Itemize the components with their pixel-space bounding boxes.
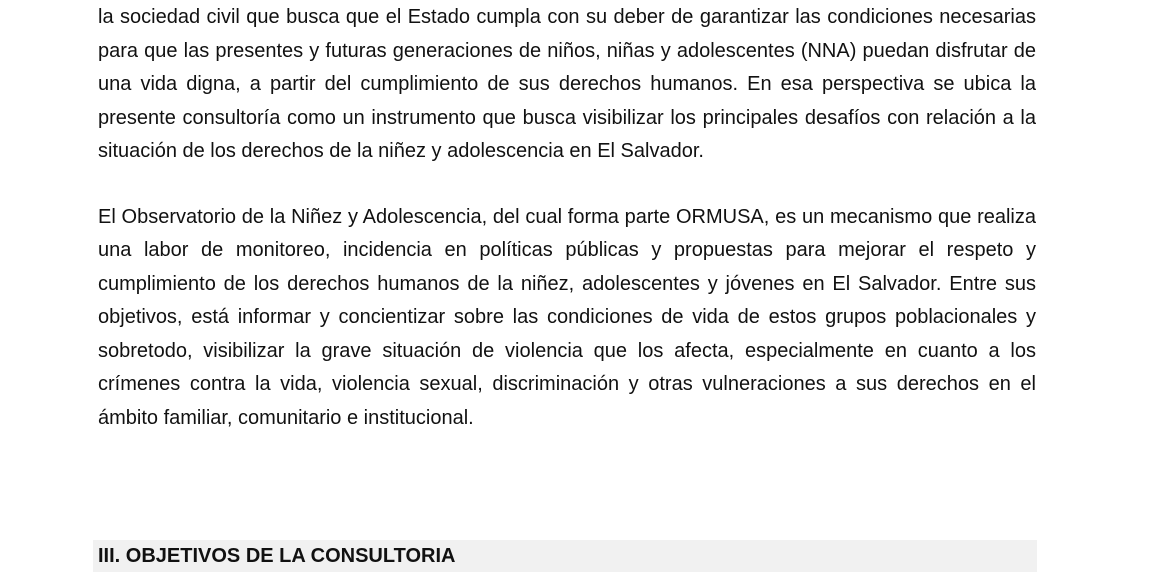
section-heading-box (93, 540, 1037, 572)
paragraph-observatorio: El Observatorio de la Niñez y Adolescencia, del cual forma parte ORMUSA, es un mecanismo que realiza una labor de monitoreo, incidencia en políticas públicas y propuestas para mejorar el respeto y cumplimiento de los derechos humanos de la niñez, adolescentes y jóvenes en El Salvador. Entre sus objetivos, está informar y concientizar sobre las condiciones de vida de estos grupos poblacionales y sobretodo, visibilizar la grave situación de violencia que los afecta, especialmente en cuanto a los crímenes contra la vida, violencia sexual, discriminación y otras vulneraciones a sus derechos en el ámbito familiar, comunitario e institucional. (98, 205, 1036, 429)
document-body (98, 1, 1036, 435)
section-heading: III. OBJETIVOS DE LA CONSULTORIA (98, 545, 456, 567)
paragraph-civil-society: la sociedad civil que busca que el Estado cumpla con su deber de garantizar las condiciones necesarias para que las presentes y futuras generaciones de niños, niñas y adolescentes (NNA) puedan disfrutar de una vida digna, a partir del cumplimiento de sus derechos humanos. En esa perspectiva se ubica la presente consultoría como un instrumento que busca visibilizar los principales desafíos con relación a la situación de los derechos de la niñez y adolescencia en El Salvador. (98, 6, 1036, 162)
